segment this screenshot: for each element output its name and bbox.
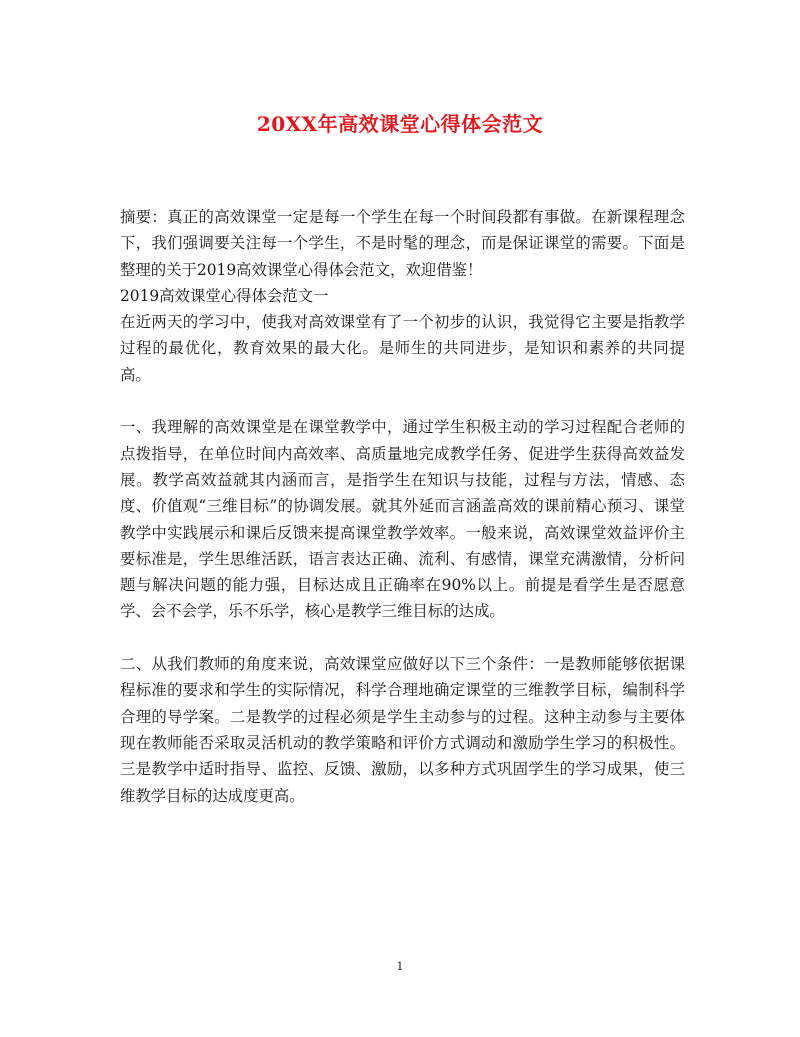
- point-two-paragraph: 二、从我们教师的角度来说，高效课堂应做好以下三个条件：一是教师能够依据课程标准的要求和学生的实际情况，科学合理地确定课堂的三维教学目标，编制科学合理的导学案。二是教学的过程必须是学生主动参与的过程。这种主动参与主要体现在教师能否采取灵活机动的教学策略和评价方式调动和激励学生学习的积极性。三是教学中适时指导、监控、反馈、激励，以多种方式巩固学生的学习成果，使三维教学目标的达成度更高。: [120, 655, 685, 805]
- paragraph-gap: [120, 625, 685, 651]
- abstract-paragraph: 摘要：真正的高效课堂一定是每一个学生在每一个时间段都有事做。在新课程理念下，我们强调要关注每一个学生，不是时髦的理念，而是保证课堂的需要。下面是整理的关于2019高效课堂心得体会范文，欢迎借鉴！: [120, 208, 685, 279]
- paragraph-gap: [120, 388, 685, 414]
- section-heading: 2019高效课堂心得体会范文一: [120, 286, 329, 305]
- point-one-paragraph: 一、我理解的高效课堂是在课堂教学中，通过学生积极主动的学习过程配合老师的点拨指导，在单位时间内高效率、高质量地完成教学任务、促进学生获得高效益发展。教学高效益就其内涵而言，是指学生在知识与技能，过程与方法，情感、态度、价值观“三维目标”的协调发展。就其外延而言涵盖高效的课前精心预习、课堂教学中实践展示和课后反馈来提高课堂教学效率。一般来说，高效课堂效益评价主要标准是，学生思维活跃，语言表达正确、流利、有感情，课堂充满激情，分析问题与解决问题的能力强，目标达成且正确率在90%以上。前提是看学生是否愿意学、会不会学，乐不乐学，核心是教学三维目标的达成。: [120, 418, 685, 621]
- document-body: [120, 204, 685, 809]
- document-title: 20XX年高效课堂心得体会范文: [256, 112, 544, 136]
- page-number: 1: [396, 960, 404, 973]
- intro-paragraph: 在近两天的学习中，使我对高效课堂有了一个初步的认识，我觉得它主要是指教学过程的最优化，教育效果的最大化。是师生的共同进步，是知识和素养的共同提高。: [120, 313, 685, 384]
